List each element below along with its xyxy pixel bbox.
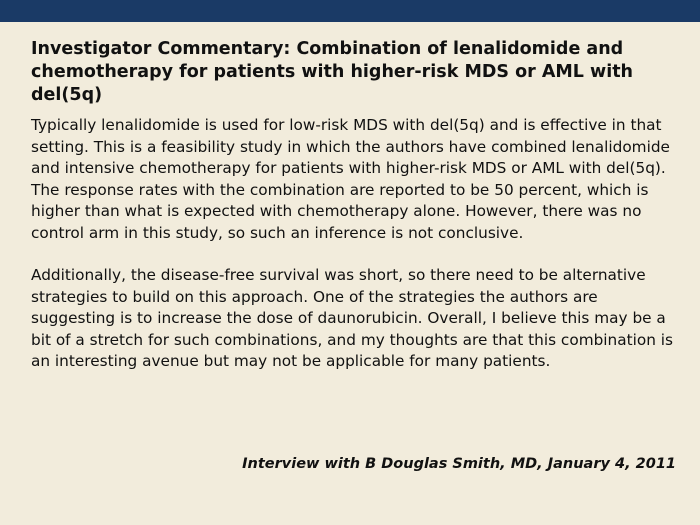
slide-title: Investigator Commentary: Combination of lenalidomide and chemotherapy for patients with higher-risk MDS or AML with del(5q) <box>31 39 634 105</box>
top-banner-bar <box>0 0 700 22</box>
commentary-paragraph-2: Additionally, the disease-free survival was short, so there need to be alternative strategies to build on this approach. One of the strategies the authors are suggesting is to increase the dose of daunorubicin. Overall, I believe this may be a bit of a stretch for such combinations, and my thoughts are that this combination is an interesting avenue but may not be applicable for many patients. <box>31 266 674 370</box>
slide-content <box>31 38 681 373</box>
commentary-paragraph-1: Typically lenalidomide is used for low-risk MDS with del(5q) and is effective in that setting. This is a feasibility study in which the authors have combined lenalidomide and intensive chemotherapy for patients with higher-risk MDS or AML with del(5q). The response rates with the combination are reported to be 50 percent, which is higher than what is expected with chemotherapy alone. However, there was no control arm in this study, so such an inference is not conclusive. <box>31 116 670 242</box>
interview-attribution: Interview with B Douglas Smith, MD, January 4, 2011 <box>242 456 676 472</box>
